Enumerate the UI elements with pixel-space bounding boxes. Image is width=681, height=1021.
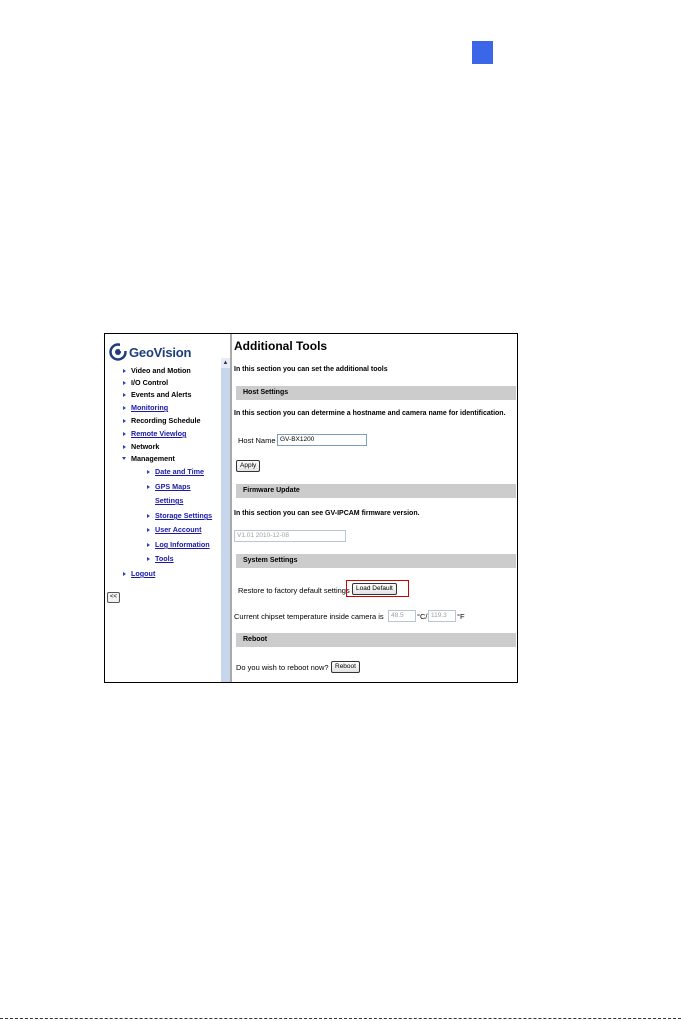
- sidebar-item-label: Management: [131, 454, 175, 463]
- sidebar-item-remote-viewlog[interactable]: [123, 429, 186, 438]
- firmware-update-header: [236, 484, 516, 498]
- sidebar-item-label: I/O Control: [131, 378, 169, 387]
- sidebar-item-recording-schedule[interactable]: [123, 416, 201, 425]
- sidebar-item-network[interactable]: [123, 442, 159, 451]
- arrow-right-icon: [147, 470, 150, 474]
- page-intro: In this section you can set the additional tools: [234, 366, 388, 373]
- sidebar-item-label: Storage Settings: [155, 511, 213, 520]
- apply-button[interactable]: Apply: [236, 460, 260, 472]
- arrow-down-icon: [122, 457, 126, 460]
- sidebar-item-label: Video and Motion: [131, 366, 191, 375]
- sidebar-subitem-tools[interactable]: [147, 554, 174, 563]
- arrow-right-icon: [123, 432, 126, 436]
- host-name-input[interactable]: GV-BX1200: [277, 434, 367, 446]
- sidebar-subitem-log-information[interactable]: [147, 540, 210, 549]
- reboot-button[interactable]: Reboot: [331, 661, 360, 673]
- main-content: [234, 334, 517, 682]
- sidebar-item-label: Events and Alerts: [131, 390, 192, 399]
- sidebar: [105, 334, 221, 682]
- sidebar-item-label: Settings: [155, 496, 184, 505]
- sidebar-scrollbar[interactable]: [221, 358, 230, 682]
- arrow-right-icon: [123, 406, 126, 410]
- host-settings-header: [236, 386, 516, 400]
- sidebar-item-label: Logout: [131, 569, 156, 578]
- sidebar-subitem-user-account[interactable]: [147, 525, 201, 534]
- sidebar-subitem-storage-settings[interactable]: [147, 511, 212, 520]
- section-title: System Settings: [243, 557, 298, 564]
- sidebar-item-label: User Account: [155, 525, 202, 534]
- logo-text: GeoVision: [129, 344, 192, 360]
- arrow-right-icon: [147, 485, 150, 489]
- collapse-sidebar-button[interactable]: <<: [107, 592, 120, 603]
- temperature-label: Current chipset temperature inside camera is: [234, 612, 384, 621]
- sidebar-item-management[interactable]: [122, 454, 175, 463]
- page-bottom-rule: [0, 1018, 681, 1019]
- screenshot-frame: [104, 333, 518, 683]
- reboot-question: Do you wish to reboot now?: [236, 663, 329, 672]
- sidebar-item-logout[interactable]: [123, 569, 155, 578]
- system-settings-header: [236, 554, 516, 568]
- sidebar-item-io-control[interactable]: [123, 378, 168, 387]
- host-settings-desc: In this section you can determine a hostname and camera name for identification.: [234, 410, 506, 417]
- section-title: Firmware Update: [243, 487, 300, 494]
- celsius-unit: °C/: [417, 612, 428, 621]
- temperature-c-field: 48.5: [388, 610, 416, 622]
- arrow-right-icon: [123, 393, 126, 397]
- sidebar-subitem-gps-maps[interactable]: [147, 482, 191, 491]
- host-name-label: Host Name: [238, 436, 276, 445]
- scroll-up-arrow-icon[interactable]: ▲: [222, 360, 229, 366]
- sidebar-item-label: Date and Time: [155, 467, 204, 476]
- arrow-right-icon: [147, 514, 150, 518]
- section-title: Reboot: [243, 636, 268, 643]
- sidebar-item-video-and-motion[interactable]: [123, 366, 191, 375]
- arrow-right-icon: [147, 543, 150, 547]
- sidebar-item-label: Remote Viewlog: [131, 429, 187, 438]
- sidebar-item-monitoring[interactable]: [123, 403, 168, 412]
- arrow-right-icon: [123, 369, 126, 373]
- sidebar-item-events-and-alerts[interactable]: [123, 390, 191, 399]
- arrow-right-icon: [123, 381, 126, 385]
- reboot-header: [236, 633, 516, 647]
- sidebar-subitem-date-and-time[interactable]: [147, 467, 204, 476]
- temperature-f-field: 119.3: [428, 610, 456, 622]
- sidebar-item-label: Monitoring: [131, 403, 169, 412]
- geovision-logo-icon: [109, 343, 127, 361]
- page-title: Additional Tools: [234, 339, 328, 353]
- fahrenheit-unit: °F: [457, 612, 465, 621]
- sidebar-item-label: Recording Schedule: [131, 416, 201, 425]
- sidebar-item-label: Network: [131, 442, 160, 451]
- firmware-version-field: V1.01 2010-12-08: [234, 530, 346, 542]
- arrow-right-icon: [147, 557, 150, 561]
- firmware-desc: In this section you can see GV-IPCAM firmware version.: [234, 510, 420, 517]
- arrow-right-icon: [123, 419, 126, 423]
- arrow-right-icon: [147, 528, 150, 532]
- geovision-logo: [109, 342, 191, 362]
- load-default-button[interactable]: Load Default: [352, 583, 397, 595]
- section-title: Host Settings: [243, 389, 289, 396]
- sidebar-item-label: Log Information: [155, 540, 210, 549]
- sidebar-item-label: Tools: [155, 554, 174, 563]
- arrow-right-icon: [123, 572, 126, 576]
- arrow-right-icon: [123, 445, 126, 449]
- page-marker: [472, 41, 493, 64]
- restore-defaults-label: Restore to factory default settings: [238, 586, 350, 595]
- sidebar-subitem-gps-maps-settings[interactable]: [155, 496, 183, 505]
- sidebar-item-label: GPS Maps: [155, 482, 191, 491]
- pane-divider: [230, 334, 232, 682]
